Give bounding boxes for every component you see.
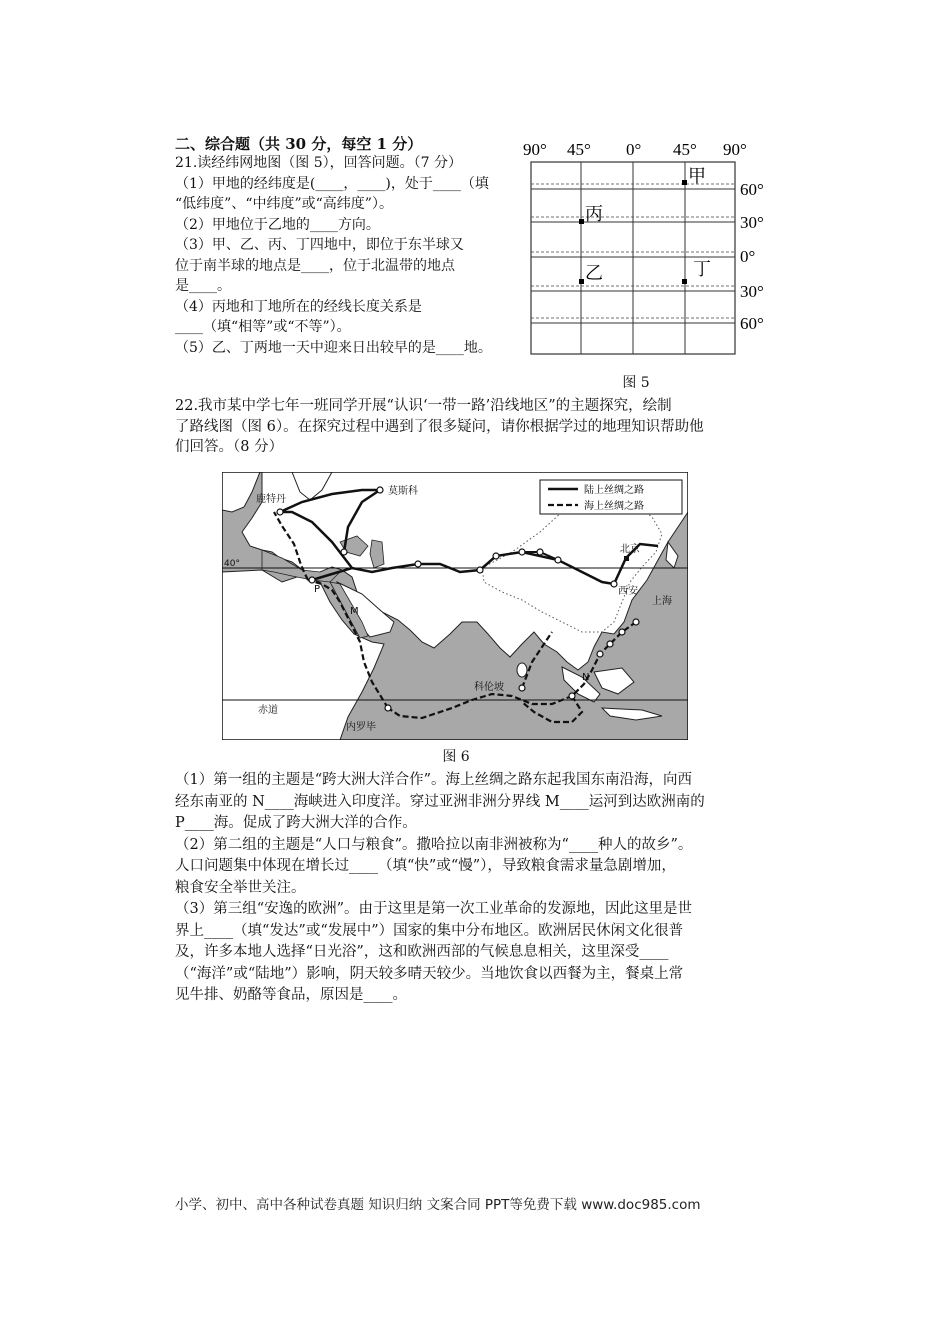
q22-part-line: （3）第三组“安逸的欧洲”。由于这里是第一次工业革命的发源地，因此这里是世	[175, 901, 693, 917]
route-point	[619, 629, 625, 635]
route-point-xian	[611, 581, 617, 587]
route-point	[309, 577, 315, 583]
q22-intro-line: 们回答。（8 分）	[175, 439, 284, 455]
q21-line: （5）乙、丁两地一天中迎来日出较早的是____地。	[175, 339, 492, 356]
route-point	[477, 567, 483, 573]
label-xian: 西安	[618, 586, 638, 597]
question-21	[175, 153, 520, 358]
q22-intro-line: 了路线图（图 6）。在探究过程中遇到了很多疑问，请你根据学过的地理知识帮助他	[175, 418, 704, 435]
legend-sea-label: 海上丝绸之路	[584, 501, 644, 512]
q22-part-line: 人口问题集中体现在增长过____（填“快”或“慢”），导致粮食需求量急剧增加，	[175, 858, 676, 874]
lat-label: 0°	[740, 247, 756, 266]
point-yi-label: 乙	[585, 263, 603, 284]
route-point	[555, 557, 561, 563]
label-nairobi: 内罗毕	[346, 722, 376, 733]
point-jia-label: 甲	[688, 166, 706, 187]
q21-line: （3）甲、乙、丙、丁四地中，即位于东半球又	[175, 237, 464, 253]
point-jia-marker	[682, 180, 687, 185]
lat-label: 60°	[740, 314, 764, 333]
q21-line: （4）丙地和丁地所在的经线长度关系是	[175, 298, 422, 315]
lat-label: 30°	[740, 282, 764, 301]
section-title: 二、综合题（共 30 分，每空 1 分）	[175, 135, 423, 153]
legend-land-label: 陆上丝绸之路	[584, 485, 644, 496]
figure-5-graticule-map	[515, 135, 785, 365]
figure-6-silk-road-map	[222, 472, 688, 740]
route-point	[607, 641, 613, 647]
lat-label: 60°	[740, 180, 764, 199]
label-moscow: 莫斯科	[388, 486, 418, 497]
q22-part-line: 界上____（填“发达”或“发展中”）国家的集中分布地区。欧洲居民休闲文化很普	[175, 922, 684, 939]
label-rotterdam: 鹿特丹	[256, 494, 286, 505]
page-footer: 小学、初中、高中各种试卷真题 知识归纳 文案合同 PPT等免费下载 www.doc985.com	[175, 1197, 701, 1213]
question-22-intro	[175, 396, 765, 458]
silk-road-svg	[222, 472, 688, 740]
point-bing-label: 丙	[585, 204, 603, 225]
figure-6-caption: 图 6	[442, 749, 470, 765]
route-point	[519, 549, 525, 555]
q22-part-line: 见牛排、奶酪等食品，原因是____。	[175, 987, 407, 1003]
q21-line: （1）甲地的经纬度是(____，____)，处于____（填	[175, 175, 489, 192]
q21-line: “低纬度”、“中纬度”或“高纬度”）。	[175, 196, 393, 212]
point-ding-marker	[682, 279, 687, 284]
q22-part-line: （“海洋”或“陆地”）影响，阴天较多晴天较少。当地饮食以西餐为主，餐桌上常	[175, 965, 684, 982]
label-M: M	[350, 606, 359, 617]
label-lat40: 40°	[224, 559, 240, 569]
figure-5-caption: 图 5	[622, 375, 650, 391]
lon-label: 45°	[567, 140, 591, 159]
q21-line: 21.读经纬网地图（图 5），回答问题。（7 分）	[175, 155, 462, 171]
lon-label: 45°	[673, 140, 697, 159]
route-point	[537, 549, 543, 555]
label-shanghai: 上海	[652, 596, 672, 607]
label-beijing: 北京	[620, 544, 640, 555]
q21-line: 位于南半球的地点是____，位于北温带的地点	[175, 257, 455, 274]
lat-label: 30°	[740, 213, 764, 232]
q21-line: ____（填“相等”或“不等”）。	[175, 319, 351, 335]
route-point-nairobi	[385, 705, 391, 711]
route-point	[493, 553, 499, 559]
route-point	[415, 561, 421, 567]
q21-line: 是____。	[175, 278, 231, 294]
point-yi-marker	[579, 279, 584, 284]
q22-intro-line: 22.我市某中学七年一班同学开展“认识‘一带一路’沿线地区”的主题探究，绘制	[175, 398, 672, 414]
route-point-rotterdam	[277, 509, 283, 515]
label-N: N	[582, 672, 590, 683]
q22-part-line: （2）第二组的主题是“人口与粮食”。撒哈拉以南非洲被称为“____种人的故乡”。	[175, 836, 693, 853]
q22-part-line: （1）第一组的主题是“跨大洲大洋合作”。海上丝绸之路东起我国东南沿海，向西	[175, 772, 693, 788]
lon-label: 0°	[626, 140, 642, 159]
point-bing-marker	[579, 219, 584, 224]
label-P: P	[314, 584, 321, 595]
q22-part-line: 及，许多本地人选择“日光浴”，这和欧洲西部的气候息息相关，这里深受____	[175, 944, 669, 960]
route-point	[633, 619, 639, 625]
point-ding-label: 丁	[693, 259, 711, 280]
lon-label: 90°	[723, 140, 747, 159]
q22-part-line: P____海。促成了跨大洲大洋的合作。	[175, 815, 417, 831]
route-point-colombo	[519, 685, 525, 691]
route-point	[597, 651, 603, 657]
question-22-parts	[175, 770, 765, 1007]
q21-line: （2）甲地位于乙地的____方向。	[175, 216, 380, 233]
label-colombo: 科伦坡	[474, 682, 504, 693]
route-point	[341, 549, 347, 555]
beijing-marker	[624, 556, 629, 561]
lon-label: 90°	[523, 140, 547, 159]
q22-part-line: 粮食安全举世关注。	[175, 879, 306, 896]
graticule-svg	[515, 135, 785, 365]
label-equator: 赤道	[258, 705, 278, 716]
route-point	[569, 693, 575, 699]
route-point-moscow	[377, 487, 383, 493]
q22-part-line: 经东南亚的 N____海峡进入印度洋。穿过亚洲非洲分界线 M____运河到达欧洲南的	[175, 793, 705, 810]
sri-lanka-island	[517, 663, 527, 677]
